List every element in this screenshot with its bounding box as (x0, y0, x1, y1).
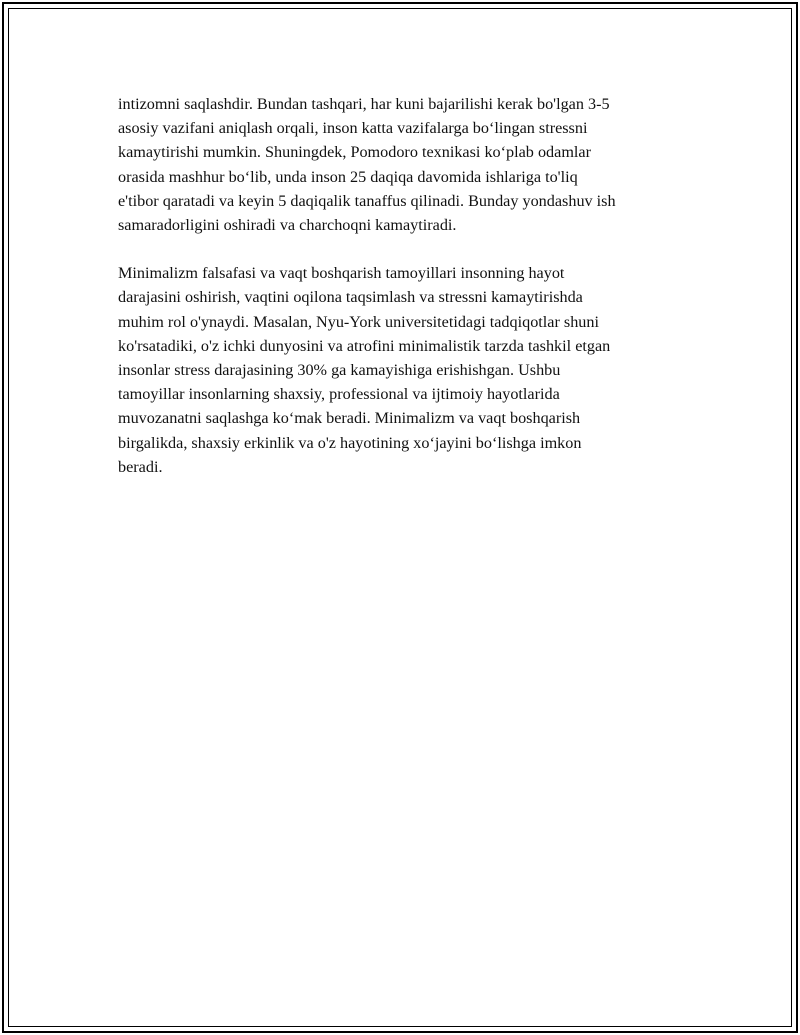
text-line: muvozanatni saqlashga ko‘mak beradi. Minimalizm va vaqt boshqarish (118, 409, 581, 428)
text-line: birgalikda, shaxsiy erkinlik va o'z hayotining xo‘jayini bo‘lishga imkon (118, 433, 582, 452)
text-line: intizomni saqlashdir. Bundan tashqari, har kuni bajarilishi kerak bo'lgan 3-5 (118, 95, 610, 113)
text-line: asosiy vazifani aniqlash orqali, inson katta vazifalarga bo‘lingan stressni (118, 119, 588, 138)
text-line: beradi. (118, 457, 163, 476)
text-line: samaradorligini oshiradi va charchoqni kamaytiradi. (118, 216, 457, 235)
text-line: insonlar stress darajasining 30% ga kamayishiga erishishgan. Ushbu (118, 361, 561, 380)
text-line: muhim rol o'ynaydi. Masalan, Nyu-York universitetidagi tadqiqotlar shuni (118, 312, 599, 331)
text-line: Minimalizm falsafasi va vaqt boshqarish tamoyillari insonning hayot (118, 264, 565, 283)
text-line: kamaytirishi mumkin. Shuningdek, Pomodoro texnikasi ko‘plab odamlar (118, 143, 591, 162)
text-line: ko'rsatadiki, o'z ichki dunyosini va atrofini minimalistik tarzda tashkil etgan (118, 336, 611, 355)
paragraph (118, 92, 690, 237)
text-line: e'tibor qaratadi va keyin 5 daqiqalik tanaffus qilinadi. Bunday yondashuv ish (118, 191, 616, 210)
text-line: orasida mashhur bo‘lib, unda inson 25 daqiqa davomida ishlariga to'liq (118, 167, 578, 186)
text-line: darajasini oshirish, vaqtini oqilona taqsimlash va stressni kamaytirishda (118, 288, 583, 307)
paragraph (118, 261, 690, 479)
text-line: tamoyillar insonlarning shaxsiy, professional va ijtimoiy hayotlarida (118, 385, 560, 404)
document-body (118, 92, 690, 503)
